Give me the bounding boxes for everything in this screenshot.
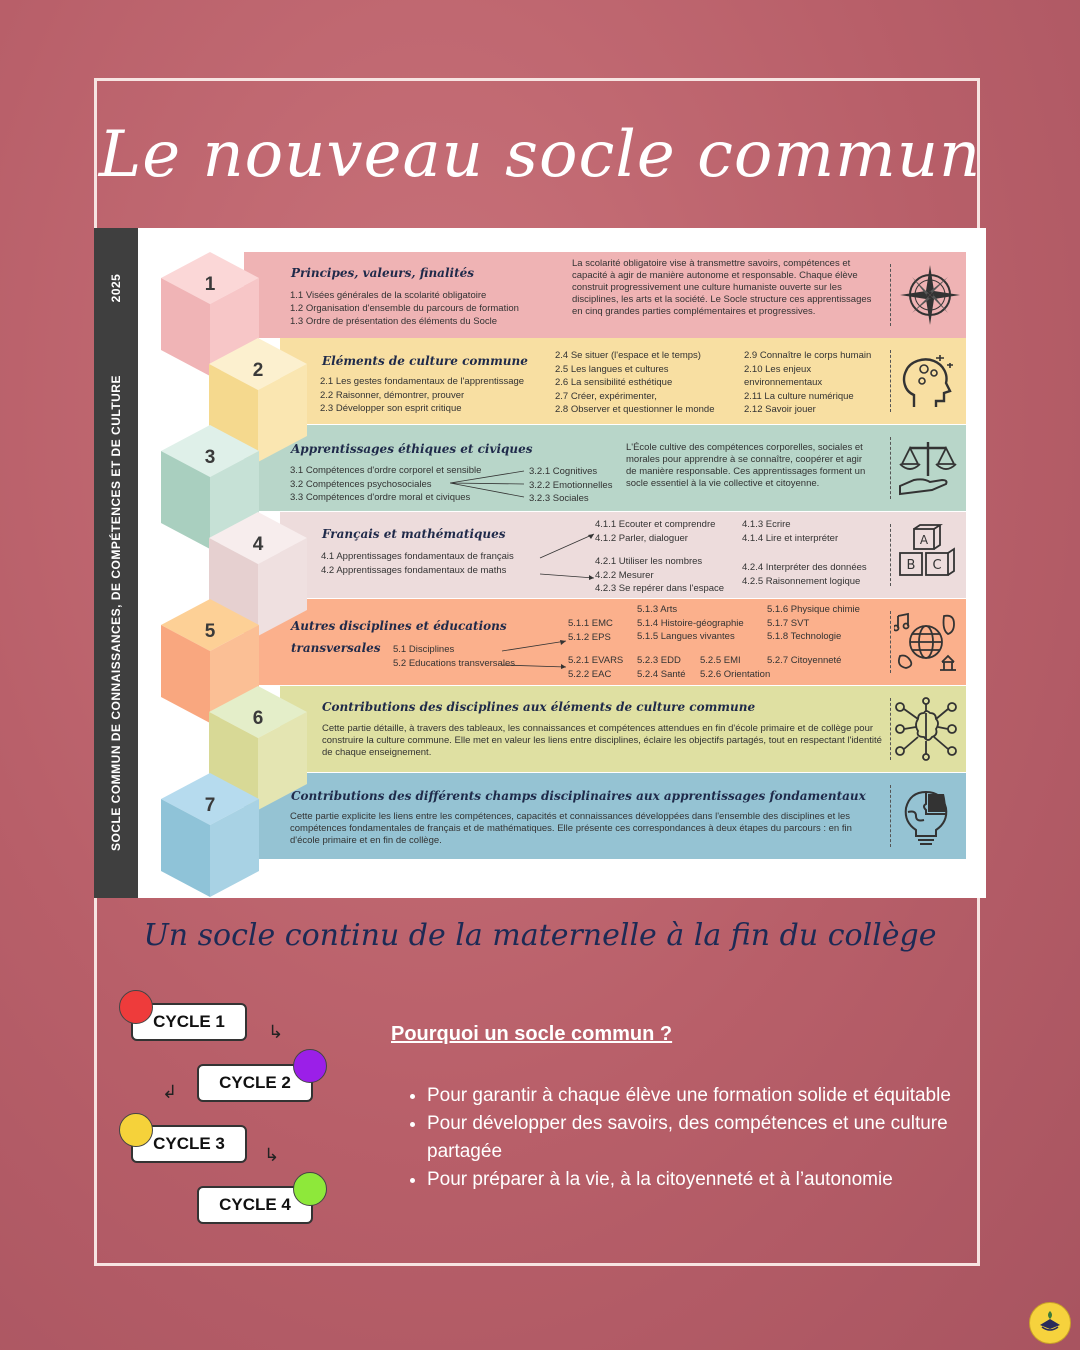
section-4-items: 4.1 Apprentissages fondamentaux de français 4.2 Apprentissages fondamentaux de maths	[321, 551, 514, 576]
section-4-subitems-d: 4.2.4 Interpréter des données 4.2.5 Raisonnement logique	[742, 562, 867, 587]
section-2-column-2: 2.4 Se situer (l'espace et le temps) 2.5 Les langues et cultures 2.6 La sensibilité esthétique 2.7 Créer, expérimenter, 2.8 Observer et questionner le monde	[555, 350, 715, 415]
section-7-title: Contributions des différents champs disciplinaires aux apprentissages fondamentaux	[291, 789, 866, 803]
arrow-down-right-icon: ↳	[268, 1022, 284, 1043]
cycle-2-badge: CYCLE 2	[197, 1064, 313, 1102]
section-4-subitems-a: 4.1.1 Ecouter et comprendre 4.1.2 Parler, dialoguer	[595, 519, 716, 544]
section-3-number: 3	[204, 447, 216, 468]
brain-network-icon	[894, 697, 958, 761]
section-2-band	[280, 338, 966, 424]
why-item-1: • Pour garantir à chaque élève une formation solide et équitable	[427, 1082, 1007, 1110]
why-list	[406, 1082, 1007, 1194]
section-3-connector-arrows	[450, 467, 526, 507]
section-5-band	[244, 599, 966, 685]
section-4-number: 4	[252, 534, 264, 555]
section-6-number: 6	[252, 708, 264, 729]
section-5-title: Autres disciplines et éducations transversales	[291, 619, 507, 655]
cycle-3-badge: CYCLE 3	[131, 1125, 247, 1163]
compass-icon	[898, 263, 962, 327]
svg-text:B: B	[906, 558, 916, 573]
section-1-band	[244, 252, 966, 338]
why-title: Pourquoi un socle commun ?	[391, 1023, 673, 1045]
section-6-title: Contributions des disciplines aux éléments de culture commune	[322, 700, 756, 714]
section-4-subitems-c: 4.2.1 Utiliser les nombres 4.2.2 Mesurer 4.2.3 Se repérer dans l'espace	[595, 556, 725, 594]
logo-icon	[1029, 1302, 1071, 1344]
scales-icon	[896, 436, 960, 500]
section-7-description: Cette partie explicite les liens entre les compétences, capacités et connaissances développées dans l'ensemble des disciplines et les compétences fondamentales de français et de mathématiques. Elle présente ces correspondances à deux étapes du parcours : en fin d'école primaire et en fin de collège.	[290, 811, 852, 846]
section-4-connector-arrows	[538, 530, 598, 584]
culture-globe-icon	[894, 610, 958, 674]
section-5-subitems-c: 5.1.6 Physique chimie 5.1.7 SVT 5.1.8 Technologie	[767, 604, 860, 642]
section-1-items: 1.1 Visées générales de la scolarité obligatoire 1.2 Organisation d'ensemble du parcours de formation 1.3 Ordre de présentation des éléments du Socle	[290, 290, 519, 327]
cycle-3-dot	[119, 1113, 153, 1147]
section-6-band	[280, 686, 966, 772]
section-1-number: 1	[204, 274, 216, 295]
page-title: Le nouveau socle commun	[98, 118, 982, 192]
infographic	[94, 228, 986, 898]
why-item-2: • Pour développer des savoirs, des compétences et une culture partagée	[427, 1110, 1007, 1166]
section-5-subitems-b: 5.1.3 Arts 5.1.4 Histoire-géographie 5.1.5 Langues vivantes	[637, 604, 744, 642]
section-3-items: 3.1 Compétences d'ordre corporel et sensible 3.2 Compétences psychosociales 3.3 Compétences d'ordre moral et civiques	[290, 465, 482, 503]
abc-blocks-icon	[894, 523, 958, 587]
arrow-down-right-icon: ↳	[264, 1145, 280, 1166]
section-7-number: 7	[204, 795, 216, 816]
sidebar-label: SOCLE COMMUN DE CONNAISSANCES, DE COMPÉTENCES ET DE CULTURE	[109, 375, 123, 851]
section-2-items: 2.1 Les gestes fondamentaux de l'apprentissage 2.2 Raisonner, démontrer, prouver 2.3 Développer son esprit critique	[320, 376, 525, 414]
cycle-2-dot	[293, 1049, 327, 1083]
section-6-description: Cette partie détaille, à travers des tableaux, les connaissances et compétences attendues en fin d'école primaire et de collège pour construire la culture commune. Elle met en valeur les liens entre disciplines, éclaire les objectifs partagés, tout en respectant l'identité de chaque enseignement.	[322, 723, 882, 758]
section-5-subitems-e: 5.2.3 EDD 5.2.4 Santé	[637, 655, 686, 680]
section-2-title: Eléments de culture commune	[322, 354, 528, 368]
head-ideas-icon	[894, 349, 958, 413]
section-2-number: 2	[252, 360, 264, 381]
section-5-subitems-d: 5.2.1 EVARS 5.2.2 EAC	[568, 655, 624, 680]
section-4-subitems-b: 4.1.3 Ecrire 4.1.4 Lire et interpréter	[742, 519, 839, 544]
section-5-connector-arrows	[500, 629, 568, 675]
section-3-description: L'École cultive des compétences corporelles, sociales et morales pour apprendre à se connaître, coopérer et agir de manière responsable. Ces apprentissages forment un socle essentiel à la vie collective et citoyenne.	[626, 442, 866, 489]
section-5-items: 5.1 Disciplines 5.2 Educations transversales	[393, 644, 515, 669]
section-3-title: Apprentissages éthiques et civiques	[291, 442, 533, 456]
svg-text:A: A	[919, 533, 929, 547]
sidebar	[94, 228, 138, 898]
section-7-band	[244, 773, 966, 859]
cycle-1-dot	[119, 990, 153, 1024]
section-5-subitems-g: 5.2.7 Citoyenneté	[767, 655, 842, 666]
subtitle: Un socle continu de la maternelle à la fin du collège	[143, 918, 937, 953]
section-4-band	[280, 512, 966, 598]
section-3-subitems: 3.2.1 Cognitives 3.2.2 Emotionnelles 3.2.3 Sociales	[529, 466, 613, 504]
bulb-puzzle-icon	[894, 784, 958, 848]
section-4-title: Français et mathématiques	[322, 527, 506, 541]
section-1-description: La scolarité obligatoire vise à transmettre savoirs, compétences et capacité à agir de manière autonome et responsable. Chaque élève construit progressivement une culture humaniste ouverte sur les disciplines, les arts et la société. Le Socle structure ces apprentissages en cinq grandes parties complémentaires et progressives.	[572, 258, 872, 317]
cycle-4-badge: CYCLE 4	[197, 1186, 313, 1224]
svg-text:C: C	[932, 558, 942, 573]
section-3-band	[244, 425, 966, 511]
cycle-4-dot	[293, 1172, 327, 1206]
arrow-down-left-icon: ↲	[162, 1082, 178, 1103]
sidebar-year: 2025	[109, 273, 123, 303]
why-item-3: • Pour préparer à la vie, à la citoyenneté et à l’autonomie	[427, 1166, 1007, 1194]
section-5-subitems-f: 5.2.5 EMI 5.2.6 Orientation	[700, 655, 771, 680]
section-5-number: 5	[204, 621, 216, 642]
section-5-subitems-a: 5.1.1 EMC 5.1.2 EPS	[568, 618, 613, 643]
cycle-1-badge: CYCLE 1	[131, 1003, 247, 1041]
section-2-column-3: 2.9 Connaître le corps humain 2.10 Les enjeux environnementaux 2.11 La culture numérique 2.12 Savoir jouer	[744, 350, 872, 415]
section-1-title: Principes, valeurs, finalités	[291, 266, 475, 280]
